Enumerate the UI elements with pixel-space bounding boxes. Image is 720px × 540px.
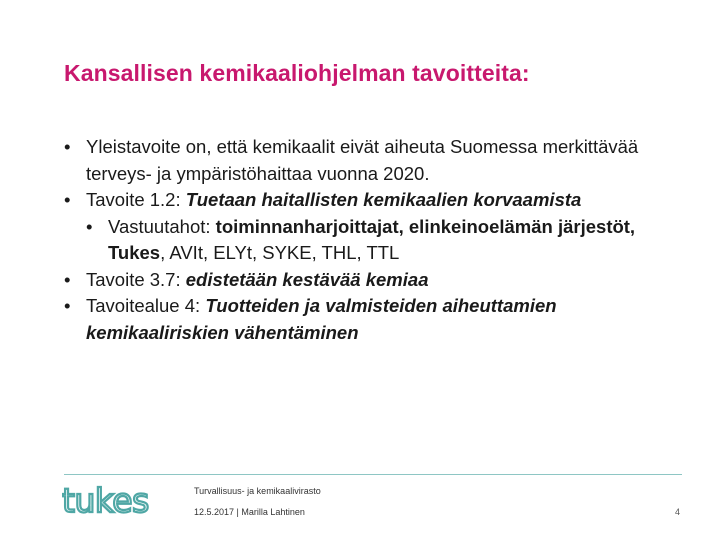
bullet-list [64, 134, 674, 346]
footer-date-author: 12.5.2017 | Marilla Lahtinen [194, 507, 305, 517]
sub-bullet-prefix: Vastuutahot: [108, 215, 216, 237]
page-number: 4 [674, 507, 680, 517]
bullet-emphasis: Tuetaan haitallisten kemikaalien korvaamista [185, 189, 582, 210]
tukes-logo [62, 480, 158, 520]
bullet-marker: • [64, 268, 71, 290]
footer-organization: Turvallisuus- ja kemikaalivirasto [194, 486, 321, 496]
bullet-prefix: Tavoite 3.7: [86, 268, 186, 290]
bullet-emphasis: edistetään kestävää kemiaa [185, 268, 429, 290]
tukes-logo-text: tukes [62, 481, 149, 520]
bullet-prefix: Tavoite 1.2: [86, 189, 186, 210]
bullet-item-goal-area-4 [64, 293, 674, 346]
bullet-text: Yleistavoite on, että kemikaalit eivät aiheuta Suomessa merkittävää terveys- ja ympäristöhaittaa vuonna 2020. [86, 136, 639, 184]
sub-bullet-marker: • [86, 215, 93, 237]
bullet-item-overall-goal [64, 134, 674, 187]
bullet-item-goal-3-7 [64, 267, 674, 294]
sub-bullet-rest: , AVIt, ELYt, SYKE, THL, TTL [160, 242, 400, 263]
bullet-marker: • [64, 136, 71, 157]
sub-bullet-item-responsible [86, 214, 674, 267]
footer-divider [64, 474, 682, 475]
bullet-item-goal-1-2 [64, 187, 674, 214]
sub-bullet-bold: toiminnanharjoittajat, elinkeinoelämän järjestöt, Tukes [108, 215, 636, 263]
bullet-marker: • [64, 189, 71, 210]
bullet-emphasis: Tuotteiden ja valmisteiden aiheuttamien kemikaaliriskien vähentäminen [86, 295, 557, 343]
bullet-marker: • [64, 295, 71, 316]
bullet-prefix: Tavoitealue 4: [86, 295, 206, 316]
slide-title: Kansallisen kemikaaliohjelman tavoitteita: [64, 60, 530, 86]
